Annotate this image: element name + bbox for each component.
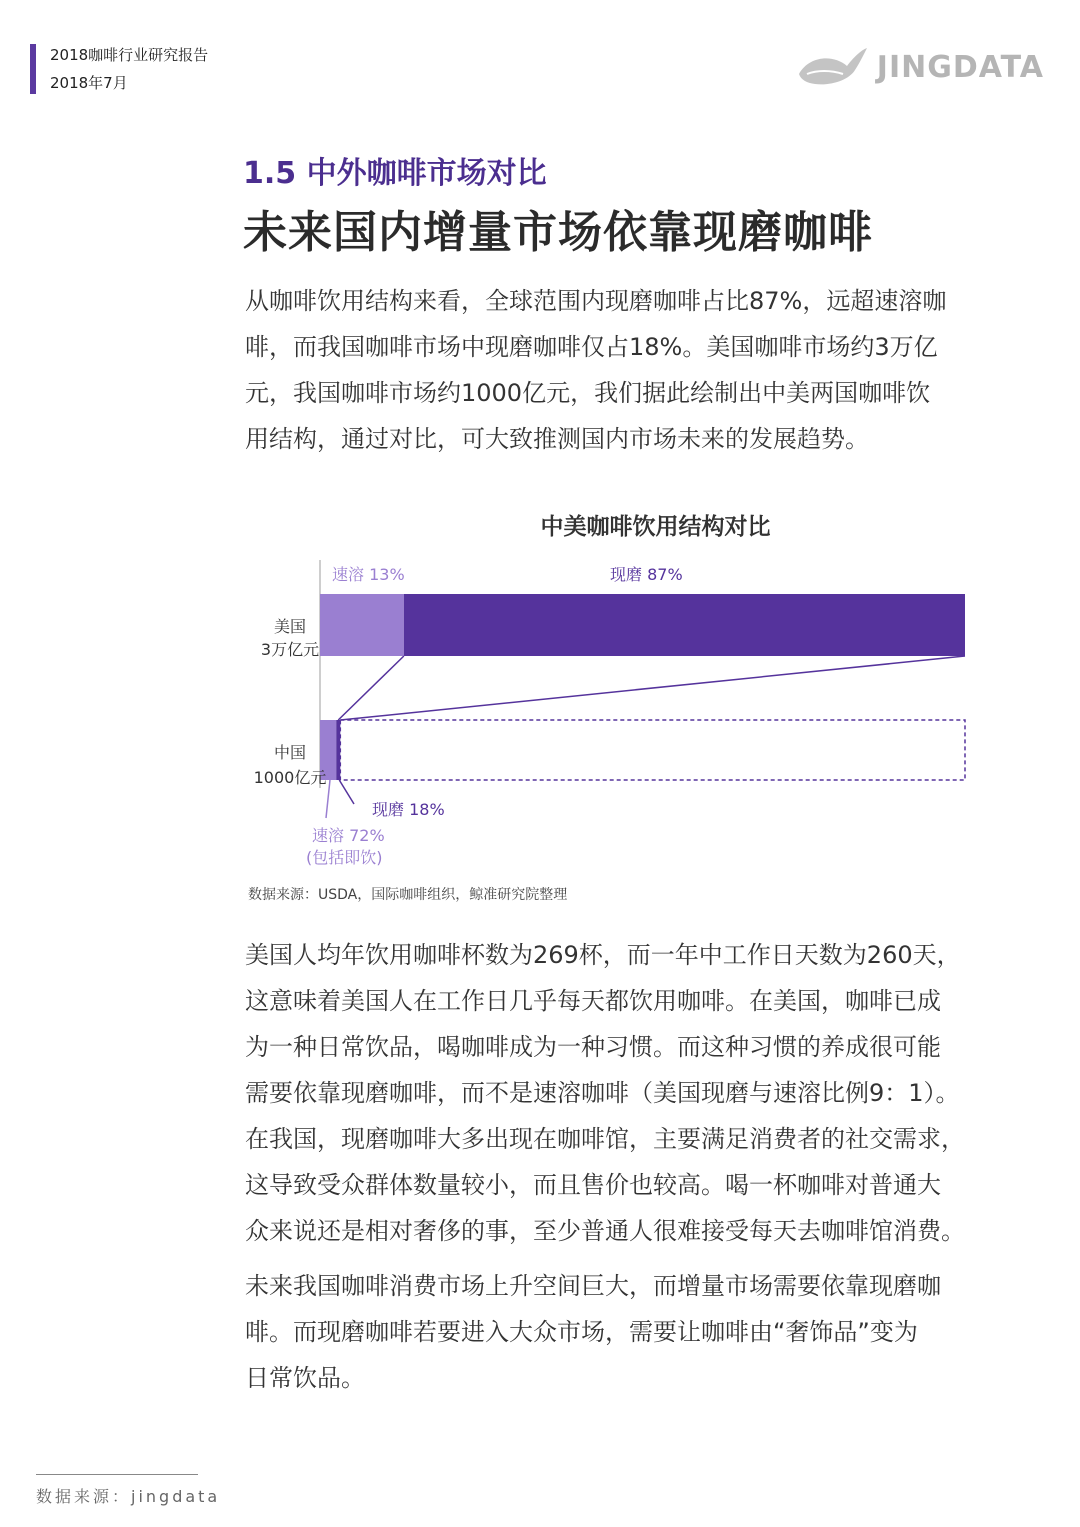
category-label: 1000亿元 bbox=[253, 768, 327, 787]
page-headline: 未来国内增量市场依靠现磨咖啡 bbox=[243, 207, 873, 258]
intro-line: 啡，而我国咖啡市场中现磨咖啡仅占18%。美国咖啡市场约3万亿 bbox=[245, 333, 938, 361]
bar-us-instant bbox=[320, 594, 404, 656]
label-cn-fresh: 现磨 18% bbox=[372, 800, 445, 819]
body-paragraph-1 bbox=[245, 932, 1045, 1254]
pointer-cn-fresh bbox=[339, 780, 354, 804]
intro-line: 元，我国咖啡市场约1000亿元，我们据此绘制出中美两国咖啡饮 bbox=[245, 379, 931, 407]
pointer-cn-instant bbox=[326, 780, 330, 818]
category-label: 3万亿元 bbox=[260, 640, 320, 659]
body-line: 这导致受众群体数量较小，而且售价也较高。喝一杯咖啡对普通大 bbox=[245, 1171, 941, 1199]
header-accent-bar bbox=[30, 44, 36, 94]
intro-line: 用结构，通过对比，可大致推测国内市场未来的发展趋势。 bbox=[245, 425, 869, 453]
body-line: 需要依靠现磨咖啡，而不是速溶咖啡（美国现磨与速溶比例9：1）。 bbox=[245, 1079, 960, 1107]
body-line: 这意味着美国人在工作日几乎每天都饮用咖啡。在美国，咖啡已成 bbox=[245, 987, 941, 1015]
label-us-fresh: 现磨 87% bbox=[610, 565, 683, 584]
category-label: 美国 bbox=[273, 617, 307, 636]
logo-text: JINGDATA bbox=[876, 49, 1044, 85]
intro-paragraph bbox=[245, 278, 1045, 462]
chart-source: 数据来源：USDA，国际咖啡组织，鲸准研究院整理 bbox=[248, 887, 568, 903]
body-paragraph-2 bbox=[245, 1263, 1045, 1401]
body-line: 日常饮品。 bbox=[245, 1364, 365, 1392]
body-line: 啡。而现磨咖啡若要进入大众市场，需要让咖啡由“奢饰品”变为 bbox=[245, 1318, 918, 1346]
section-number-title: 1.5 中外咖啡市场对比 bbox=[243, 156, 547, 191]
body-line: 未来我国咖啡消费市场上升空间巨大，而增量市场需要依靠现磨咖 bbox=[245, 1272, 941, 1300]
footer-divider bbox=[36, 1474, 198, 1475]
chart-title: 中美咖啡饮用结构对比 bbox=[540, 514, 771, 540]
bar-us-fresh bbox=[404, 594, 965, 656]
label-cn-instant-note: (包括即饮) bbox=[306, 848, 383, 867]
footer-source: 数据来源：jingdata bbox=[36, 1487, 221, 1506]
label-cn-instant: 速溶 72% bbox=[312, 826, 385, 845]
connector-line-right bbox=[340, 656, 965, 720]
intro-line: 从咖啡饮用结构来看，全球范围内现磨咖啡占比87%，远超速溶咖 bbox=[245, 287, 947, 315]
body-line: 众来说还是相对奢侈的事，至少普通人很难接受每天去咖啡馆消费。 bbox=[245, 1217, 965, 1245]
report-date: 2018年7月 bbox=[50, 74, 128, 92]
jingdata-logo bbox=[797, 44, 1044, 90]
cn-potential-outline bbox=[340, 720, 965, 780]
whale-icon bbox=[797, 44, 869, 90]
structure-comparison-chart bbox=[240, 548, 980, 878]
report-title: 2018咖啡行业研究报告 bbox=[50, 46, 209, 64]
category-label: 中国 bbox=[273, 743, 307, 762]
body-line: 为一种日常饮品，喝咖啡成为一种习惯。而这种习惯的养成很可能 bbox=[245, 1033, 941, 1061]
body-line: 在我国，现磨咖啡大多出现在咖啡馆，主要满足消费者的社交需求， bbox=[245, 1125, 965, 1153]
label-us-instant: 速溶 13% bbox=[332, 565, 405, 584]
body-line: 美国人均年饮用咖啡杯数为269杯，而一年中工作日天数为260天， bbox=[245, 941, 961, 969]
connector-line-left bbox=[338, 656, 404, 720]
